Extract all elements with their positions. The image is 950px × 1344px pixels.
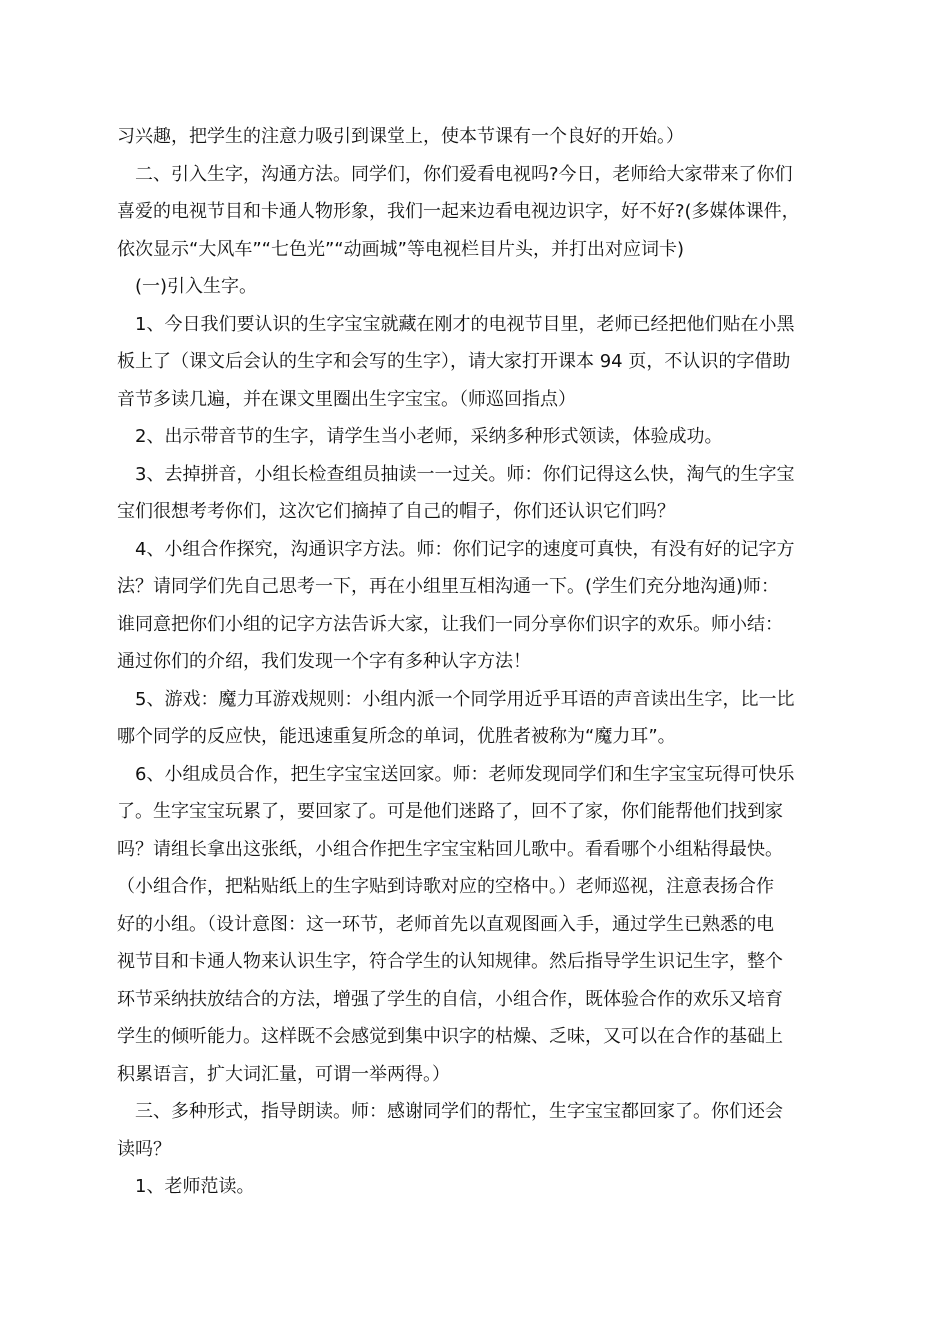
text-line: 积累语言，扩大词汇量，可谓一举两得。） — [117, 1063, 450, 1085]
text-line: 1、今日我们要认识的生字宝宝就藏在刚才的电视节目里，老师已经把他们贴在小黑 — [135, 313, 795, 335]
text-line: 法？请同学们先自己思考一下，再在小组里互相沟通一下。(学生们充分地沟通)师： — [117, 576, 780, 597]
text-line: 好的小组。（设计意图：这一环节，老师首先以直观图画入手，通过学生已熟悉的电 — [117, 913, 774, 935]
text-line: 吗？请组长拿出这张纸，小组合作把生字宝宝粘回儿歌中。看看哪个小组粘得最快。 — [117, 838, 783, 860]
text-line: 4、小组合作探究，沟通识字方法。师：你们记字的速度可真快，有没有好的记字方 — [135, 538, 795, 560]
text-line: 板上了（课文后会认的生字和会写的生字），请大家打开课本 94 页，不认识的字借助 — [117, 351, 791, 372]
text-line: 谁同意把你们小组的记字方法告诉大家，让我们一同分享你们识字的欢乐。师小结： — [117, 613, 783, 635]
text-line: 读吗？ — [117, 1138, 171, 1160]
text-line: 1、老师范读。 — [135, 1176, 255, 1197]
text-line: 通过你们的介绍，我们发现一个字有多种认字方法！ — [117, 651, 531, 672]
text-line: 音节多读几遍，并在课文里圈出生字宝宝。（师巡回指点） — [117, 388, 576, 410]
text-line: 5、游戏：魔力耳游戏规则：小组内派一个同学用近乎耳语的声音读出生字，比一比 — [135, 688, 795, 710]
text-line: 三、多种形式，指导朗读。师：感谢同学们的帮忙，生字宝宝都回家了。你们还会 — [135, 1101, 783, 1122]
text-line: 依次显示“大风车”“七色光”“动画城”等电视栏目片头，并打出对应词卡) — [117, 238, 684, 260]
text-line: (一)引入生字。 — [135, 276, 258, 297]
text-line: 二、引入生字，沟通方法。同学们，你们爱看电视吗?今日，老师给大家带来了你们 — [135, 163, 793, 185]
text-line: 了。生字宝宝玩累了，要回家了。可是他们迷路了，回不了家，你们能帮他们找到家 — [117, 801, 783, 822]
text-line: 习兴趣，把学生的注意力吸引到课堂上，使本节课有一个良好的开始。） — [117, 126, 684, 147]
text-line: 环节采纳扶放结合的方法，增强了学生的自信，小组合作，既体验合作的欢乐又培育 — [117, 988, 783, 1010]
text-line: 学生的倾听能力。这样既不会感觉到集中识字的枯燥、乏味，又可以在合作的基础上 — [117, 1026, 783, 1047]
text-line: 2、出示带音节的生字，请学生当小老师，采纳多种形式领读，体验成功。 — [135, 426, 723, 447]
text-line: （小组合作，把粘贴纸上的生字贴到诗歌对应的空格中。）老师巡视，注意表扬合作 — [117, 876, 774, 897]
document-page — [117, 118, 847, 1206]
text-line: 3、去掉拼音，小组长检查组员抽读一一过关。师：你们记得这么快，淘气的生字宝 — [135, 463, 795, 485]
text-line: 6、小组成员合作，把生字宝宝送回家。师：老师发现同学们和生字宝宝玩得可快乐 — [135, 763, 795, 785]
text-line: 喜爱的电视节目和卡通人物形象，我们一起来边看电视边识字，好不好?(多媒体课件， — [117, 201, 800, 222]
text-line: 哪个同学的反应快，能迅速重复所念的单词，优胜者被称为“魔力耳”。 — [117, 726, 676, 747]
text-line: 宝们很想考考你们，这次它们摘掉了自己的帽子，你们还认识它们吗？ — [117, 501, 675, 522]
text-line: 视节目和卡通人物来认识生字，符合学生的认知规律。然后指导学生识记生字，整个 — [117, 951, 783, 972]
